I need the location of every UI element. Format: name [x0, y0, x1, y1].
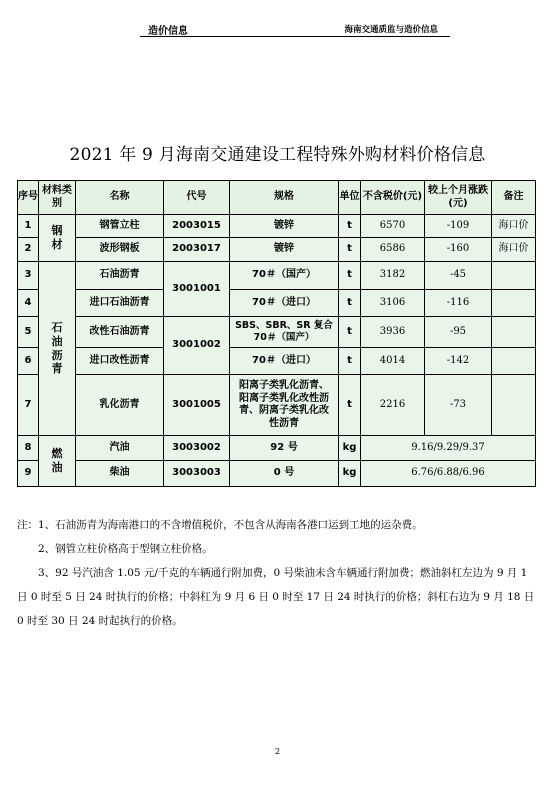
cell-change: -116 [425, 290, 492, 317]
col-header-name: 名称 [76, 181, 164, 215]
cell-spec: 70＃（进口） [230, 290, 339, 317]
price-table [17, 180, 536, 487]
table-header-row [18, 181, 536, 215]
col-header-seq: 序号 [18, 181, 39, 215]
cell-code: 3001001 [164, 262, 230, 317]
cell-note: 海口价 [492, 238, 536, 262]
running-header [140, 22, 450, 37]
note-3: 3、92 号汽油含 1.05 元/千克的车辆通行附加费，0 号柴油未含车辆通行附加费；燃油斜杠左边为 9 月 1 日 0 时至 5 日 24 时执行的价格；中斜杠为 9 月 6 日 0 时至 17 日 24 时执行的价格；斜杠右边为 9 月 18 日 0 时至 30 日 24 时起执行的价格。 [17, 567, 535, 627]
cell-price: 3936 [361, 317, 425, 348]
col-header-change: 较上个月涨跌(元) [425, 181, 492, 215]
cell-price: 4014 [361, 348, 425, 375]
cell-price: 3106 [361, 290, 425, 317]
cell-spec: SBS、SBR、SR 复合 70＃（国产） [230, 317, 339, 348]
cell-change: -160 [425, 238, 492, 262]
table-row [18, 375, 536, 436]
cell-price: 9.16/9.29/9.37 [361, 436, 536, 461]
cell-price: 6570 [361, 215, 425, 238]
cell-price: 6586 [361, 238, 425, 262]
col-header-note: 备注 [492, 181, 536, 215]
cell-seq: 6 [18, 348, 39, 375]
cell-unit: kg [339, 461, 361, 487]
cell-code: 3001005 [164, 375, 230, 436]
cell-spec: 70＃（国产） [230, 262, 339, 290]
cell-seq: 3 [18, 262, 39, 290]
cell-name: 进口石油沥青 [76, 290, 164, 317]
cell-note: 海口价 [492, 215, 536, 238]
table-row [18, 317, 536, 348]
header-right: 海南交通质监与造价信息 [344, 25, 438, 35]
cell-name: 改性石油沥青 [76, 317, 164, 348]
col-header-category: 材料类别 [39, 181, 76, 215]
cell-code: 3003002 [164, 436, 230, 461]
cell-note [492, 348, 536, 375]
cell-code: 2003017 [164, 238, 230, 262]
cell-note [492, 375, 536, 436]
category-steel: 钢材 [39, 215, 76, 262]
header-left: 造价信息 [148, 26, 188, 37]
cell-unit: t [339, 215, 361, 238]
cell-code: 3003003 [164, 461, 230, 487]
cell-seq: 7 [18, 375, 39, 436]
table-row [18, 238, 536, 262]
cell-seq: 1 [18, 215, 39, 238]
page-title: 2021 年 9 月海南交通建设工程特殊外购材料价格信息 [69, 145, 486, 165]
note-1: 注：1、石油沥青为海南港口的不含增值税价，不包含从海南各港口运到工地的运杂费。 [17, 519, 423, 531]
col-header-spec: 规格 [230, 181, 339, 215]
col-header-unit: 单位 [339, 181, 361, 215]
table-row [18, 215, 536, 238]
table-row [18, 461, 536, 487]
cell-change: -45 [425, 262, 492, 290]
table-row [18, 436, 536, 461]
cell-unit: t [339, 290, 361, 317]
cell-spec: 镀锌 [230, 215, 339, 238]
cell-spec: 92 号 [230, 436, 339, 461]
cell-change: -73 [425, 375, 492, 436]
cell-spec: 阳离子类乳化沥青、阳离子类乳化改性沥青、阴离子类乳化改性沥青 [230, 375, 339, 436]
cell-seq: 8 [18, 436, 39, 461]
cell-unit: t [339, 348, 361, 375]
cell-note [492, 290, 536, 317]
cell-spec: 镀锌 [230, 238, 339, 262]
cell-name: 柴油 [76, 461, 164, 487]
table-row [18, 290, 536, 317]
cell-name: 钢管立柱 [76, 215, 164, 238]
cell-unit: t [339, 238, 361, 262]
notes-section [17, 513, 537, 633]
cell-seq: 2 [18, 238, 39, 262]
cell-note [492, 317, 536, 348]
cell-unit: t [339, 317, 361, 348]
cell-unit: kg [339, 436, 361, 461]
table-row [18, 262, 536, 290]
cell-name: 乳化沥青 [76, 375, 164, 436]
cell-code: 3001002 [164, 317, 230, 375]
cell-spec: 0 号 [230, 461, 339, 487]
category-fuel: 燃油 [39, 436, 76, 487]
category-asphalt: 石油沥青 [39, 262, 76, 436]
note-2: 2、钢管立柱价格高于型钢立柱价格。 [38, 543, 213, 555]
cell-name: 石油沥青 [76, 262, 164, 290]
page-number: 2 [274, 747, 281, 756]
cell-seq: 4 [18, 290, 39, 317]
cell-spec: 70＃（进口） [230, 348, 339, 375]
col-header-code: 代号 [164, 181, 230, 215]
table-row [18, 348, 536, 375]
cell-name: 汽油 [76, 436, 164, 461]
cell-price: 3182 [361, 262, 425, 290]
cell-change: -142 [425, 348, 492, 375]
cell-note [492, 262, 536, 290]
cell-name: 进口改性沥青 [76, 348, 164, 375]
cell-change: -95 [425, 317, 492, 348]
cell-unit: t [339, 262, 361, 290]
cell-price: 2216 [361, 375, 425, 436]
cell-change: -109 [425, 215, 492, 238]
cell-seq: 9 [18, 461, 39, 487]
col-header-price: 不含税价(元) [361, 181, 425, 215]
cell-name: 波形钢板 [76, 238, 164, 262]
cell-unit: t [339, 375, 361, 436]
cell-seq: 5 [18, 317, 39, 348]
cell-code: 2003015 [164, 215, 230, 238]
cell-price: 6.76/6.88/6.96 [361, 461, 536, 487]
